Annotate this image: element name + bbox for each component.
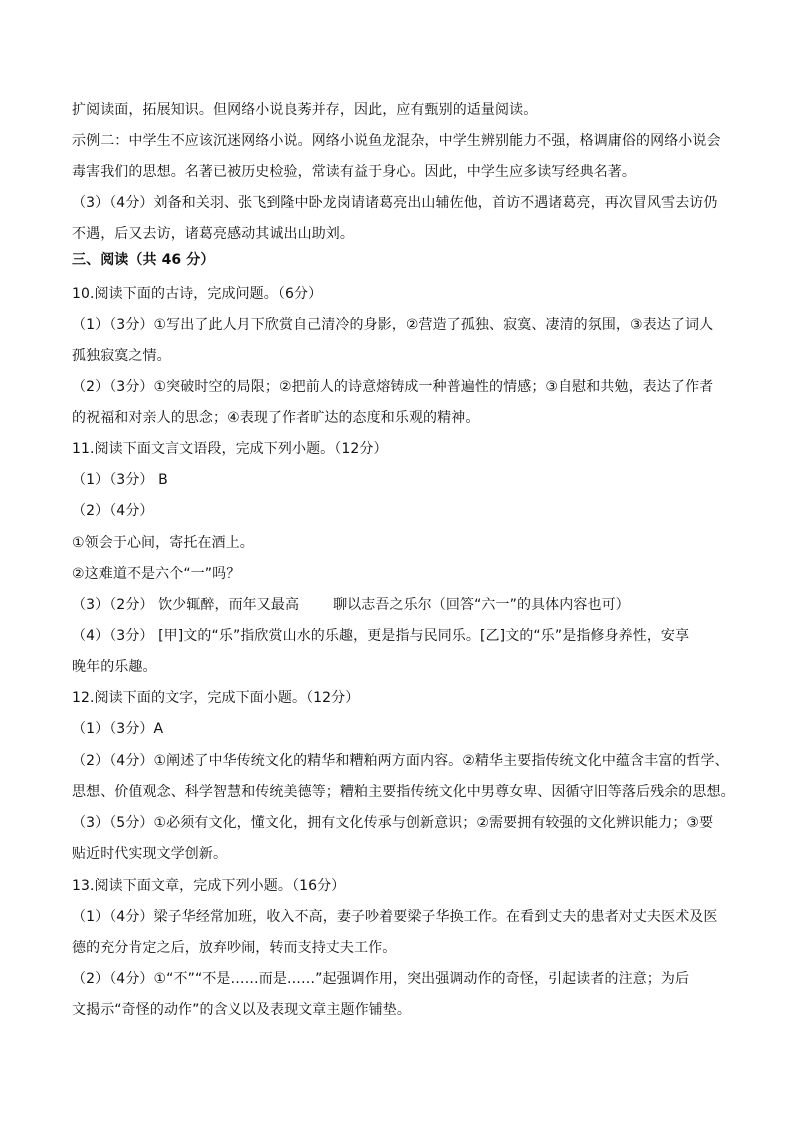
text-line: 不遇，后又去访，诸葛亮感动其诚出山助刘。 [72,226,354,242]
text-line: （2）（4分） [72,503,154,519]
text-line: 扩阅读面，拓展知识。但网络小说良莠并存，因此，应有甄别的适量阅读。 [72,102,538,118]
text-segment: （3）（2分） 饮少辄醉，而年又最高 [72,597,300,613]
text-line: （3）（4分）刘备和关羽、张飞到隆中卧龙岗请诸葛亮出山辅佐他，首访不遇诸葛亮，再次冒风雪去访仍 [72,195,718,211]
text-line: （1）（4分）梁子华经常加班，收入不高，妻子吵着要梁子华换工作。在看到丈夫的患者对丈夫医术及医 [72,909,718,925]
text-line: （3）（5分）①必须有文化，懂文化，拥有文化传承与创新意识；②需要拥有较强的文化辨识能力；③要 [72,815,714,831]
text-line: 示例二：中学生不应该沉迷网络小说。网络小说鱼龙混杂，中学生辨别能力不强，格调庸俗的网络小说会 [72,133,721,149]
text-line: 的祝福和对亲人的思念；④表现了作者旷达的态度和乐观的精神。 [72,410,480,426]
text-line: 思想、价值观念、科学智慧和传统美德等；糟粕主要指传统文化中男尊女卑、因循守旧等落后残余的思想。 [72,784,735,800]
text-line: 晚年的乐趣。 [72,659,157,675]
question-title: 10.阅读下面的古诗，完成问题。（6分） [72,286,323,302]
text-line: （2）（3分）①突破时空的局限；②把前人的诗意熔铸成一种普遍性的情感；③自慰和共勉，表达了作者 [72,379,714,395]
text-line: 文揭示“奇怪的动作”的含义以及表现文章主题作铺垫。 [72,1002,412,1018]
text-line: 毒害我们的思想。名著已被历史检验，常读有益于身心。因此，中学生应多读写经典名著。 [72,164,636,180]
text-line: 孤独寂寞之情。 [72,348,171,364]
text-line: （4）（3分） [甲]文的“乐”指欣赏山水的乐趣，更是指与民同乐。[乙]文的“乐”是指修身养性，安享 [72,628,690,644]
text-line: （2）（4分）①“不”“不是……而是……”起强调作用，突出强调动作的奇怪，引起读者的注意；为后 [72,971,690,987]
text-line [72,595,630,615]
text-line: （1）（3分）①写出了此人月下欣赏自己清冷的身影，②营造了孤独、寂寞、凄清的氛围，③表达了词人 [72,317,714,333]
text-line: ①领会于心间，寄托在酒上。 [72,535,254,551]
text-line: （1）（3分） B [72,472,168,488]
question-title: 13.阅读下面文章，完成下列小题。（16分） [72,878,346,894]
text-line: （1）（3分）A [72,721,164,737]
question-title: 12.阅读下面的文字，完成下面小题。（12分） [72,690,360,706]
text-line: 贴近时代实现文学创新。 [72,846,228,862]
question-title: 11.阅读下面文言文语段，完成下列小题。（12分） [72,441,388,457]
section-heading: 三、阅读（共 46 分） [72,252,215,268]
text-segment: 聊以志吾之乐尔（回答“六一”的具体内容也可） [333,597,630,613]
text-line: 德的充分肯定之后，放弃吵闹，转而支持丈夫工作。 [72,940,397,956]
text-line: ②这难道不是六个“一”吗？ [72,566,241,582]
text-line: （2）（4分）①阐述了中华传统文化的精华和糟粕两方面内容。②精华主要指传统文化中蕴含丰富的哲学、 [72,753,729,769]
